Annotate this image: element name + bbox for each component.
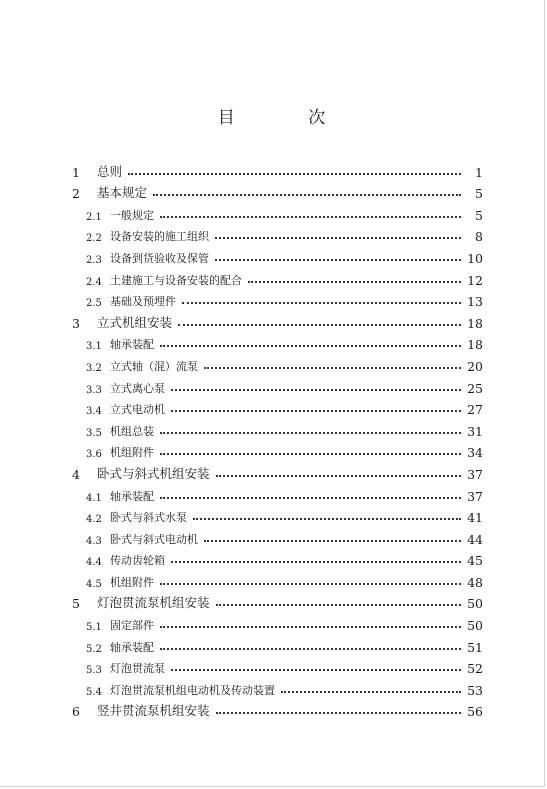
toc-entry-label: 传动齿轮箱 (110, 554, 165, 568)
toc-entry-label: 固定部件 (110, 619, 154, 633)
dot-leader (215, 237, 461, 239)
toc-entry-page-number: 48 (467, 574, 483, 590)
toc-section-entry[interactable] (72, 568, 483, 590)
dot-leader (160, 432, 461, 434)
dot-leader (160, 497, 461, 499)
dot-leader (171, 561, 461, 563)
toc-section-entry[interactable] (72, 547, 483, 569)
dot-leader (153, 194, 461, 196)
toc-section-entry[interactable] (72, 374, 483, 396)
dot-leader (281, 691, 461, 693)
toc-section-entry[interactable] (72, 655, 483, 677)
toc-section-entry[interactable] (72, 611, 483, 633)
dot-leader (160, 626, 461, 628)
toc-entry-number: 5.3 (86, 665, 102, 677)
toc-entry-page-number: 12 (467, 272, 483, 288)
toc-section-entry[interactable] (72, 525, 483, 547)
toc-chapter-entry[interactable] (72, 158, 483, 180)
toc-section-entry[interactable] (72, 417, 483, 439)
toc-entry-label: 设备到货验收及保管 (110, 251, 209, 265)
toc-section-entry[interactable] (72, 266, 483, 288)
toc-entry-number: 2.3 (86, 254, 102, 266)
toc-entry-page-number: 50 (467, 618, 483, 634)
toc-entry-page-number: 41 (467, 510, 483, 526)
toc-entry-page-number: 50 (467, 596, 483, 612)
dot-leader (248, 281, 461, 283)
toc-title: 目 次 (217, 108, 360, 128)
toc-entry-number: 4 (72, 466, 80, 482)
toc-entry-number: 2.2 (86, 233, 102, 245)
toc-entry-label: 设备安装的施工组织 (110, 230, 209, 244)
toc-section-entry[interactable] (72, 352, 483, 374)
dot-leader (216, 712, 461, 714)
toc-section-entry[interactable] (72, 504, 483, 526)
toc-entry-page-number: 20 (467, 358, 483, 374)
toc-entry-page-number: 8 (475, 229, 483, 245)
toc-entry-number: 4.2 (86, 514, 102, 526)
toc-section-entry[interactable] (72, 331, 483, 353)
toc-entry-number: 5.2 (86, 643, 102, 655)
toc-entry-number: 4.1 (86, 492, 102, 504)
toc-entry-label: 灯泡贯流泵 (110, 662, 165, 676)
toc-entry-page-number: 13 (467, 294, 483, 310)
toc-entry-number: 2.1 (86, 211, 102, 223)
toc-entry-page-number: 5 (475, 207, 483, 223)
toc-entry-number: 5 (72, 596, 80, 612)
dot-leader (216, 475, 461, 477)
toc-section-entry[interactable] (72, 201, 483, 223)
toc-entry-number: 5.1 (86, 622, 102, 634)
toc-entry-label: 基本规定 (97, 185, 148, 201)
toc-entry-page-number: 45 (467, 553, 483, 569)
dot-leader (160, 648, 461, 650)
dot-leader (182, 302, 461, 304)
toc-entry-label: 灯泡贯流泵机组电动机及传动装置 (110, 683, 275, 697)
toc-section-entry[interactable] (72, 633, 483, 655)
toc-entry-page-number: 34 (467, 445, 483, 461)
toc-chapter-entry[interactable] (72, 590, 483, 612)
toc-entry-page-number: 18 (467, 315, 483, 331)
toc-entry-label: 卧式与斜式水泵 (110, 511, 187, 525)
toc-entry-page-number: 37 (467, 488, 483, 504)
toc-entry-page-number: 53 (467, 682, 483, 698)
dot-leader (160, 216, 461, 218)
toc-entry-number: 6 (72, 704, 80, 720)
toc-entry-number: 3.4 (86, 406, 102, 418)
toc-entry-page-number: 27 (467, 402, 483, 418)
dot-leader (215, 259, 461, 261)
toc-entry-label: 总则 (97, 163, 123, 179)
toc-entry-number: 3.3 (86, 384, 102, 396)
toc-entry-label: 机组附件 (110, 446, 154, 460)
toc-entry-number: 2 (72, 186, 80, 202)
toc-entry-label: 基础及预埋件 (110, 295, 176, 309)
toc-entry-label: 轴承装配 (110, 489, 154, 503)
toc-entry-number: 3.1 (86, 341, 102, 353)
toc-entry-page-number: 31 (467, 423, 483, 439)
toc-section-entry[interactable] (72, 482, 483, 504)
toc-entry-number: 4.5 (86, 578, 102, 590)
dot-leader (171, 669, 461, 671)
toc-entry-label: 机组附件 (110, 575, 154, 589)
toc-entry-number: 3.5 (86, 427, 102, 439)
dot-leader (178, 324, 461, 326)
toc-entry-page-number: 51 (467, 639, 483, 655)
toc-entry-page-number: 44 (467, 531, 483, 547)
toc-entry-number: 4.4 (86, 557, 102, 569)
toc-chapter-entry[interactable] (72, 180, 483, 202)
dot-leader (204, 367, 461, 369)
toc-entry-label: 立式电动机 (110, 403, 165, 417)
toc-entry-number: 1 (72, 164, 80, 180)
toc-entry-label: 一般规定 (110, 208, 154, 222)
toc-section-entry[interactable] (72, 439, 483, 461)
toc-entry-label: 灯泡贯流泵机组安装 (97, 595, 210, 611)
toc-entry-page-number: 18 (467, 337, 483, 353)
dot-leader (128, 173, 461, 175)
dot-leader (193, 518, 461, 520)
toc-entry-number: 3 (72, 315, 80, 331)
dot-leader (160, 345, 461, 347)
toc-entry-label: 立式离心泵 (110, 381, 165, 395)
toc-entry-label: 竖井贯流泵机组安装 (97, 703, 210, 719)
toc-entry-page-number: 52 (467, 661, 483, 677)
toc-entry-label: 立式轴（混）流泵 (110, 359, 198, 373)
toc-entry-label: 轴承装配 (110, 640, 154, 654)
toc-entry-page-number: 37 (467, 466, 483, 482)
toc-entry-label: 机组总装 (110, 424, 154, 438)
toc-entry-number: 2.4 (86, 276, 102, 288)
toc-section-entry[interactable] (72, 288, 483, 310)
toc-entry-number: 3.2 (86, 362, 102, 374)
table-of-contents (72, 158, 483, 719)
toc-entry-page-number: 5 (475, 186, 483, 202)
toc-entry-label: 土建施工与设备安装的配合 (110, 273, 242, 287)
toc-entry-page-number: 10 (467, 250, 483, 266)
dot-leader (160, 453, 461, 455)
toc-section-entry[interactable] (72, 223, 483, 245)
toc-section-entry[interactable] (72, 244, 483, 266)
toc-section-entry[interactable] (72, 676, 483, 698)
dot-leader (171, 389, 461, 391)
toc-entry-label: 卧式与斜式电动机 (110, 532, 198, 546)
dot-leader (171, 410, 461, 412)
dot-leader (204, 540, 461, 542)
toc-entry-page-number: 1 (475, 164, 483, 180)
toc-chapter-entry[interactable] (72, 698, 483, 720)
toc-chapter-entry[interactable] (72, 309, 483, 331)
toc-entry-number: 4.3 (86, 535, 102, 547)
dot-leader (160, 583, 461, 585)
toc-entry-label: 轴承装配 (110, 338, 154, 352)
toc-entry-page-number: 25 (467, 380, 483, 396)
toc-chapter-entry[interactable] (72, 460, 483, 482)
toc-entry-number: 3.6 (86, 449, 102, 461)
toc-entry-label: 立式机组安装 (97, 314, 173, 330)
toc-entry-number: 2.5 (86, 298, 102, 310)
dot-leader (216, 604, 461, 606)
toc-entry-number: 5.4 (86, 686, 102, 698)
toc-entry-label: 卧式与斜式机组安装 (97, 465, 210, 481)
toc-entry-page-number: 56 (467, 704, 483, 720)
toc-section-entry[interactable] (72, 396, 483, 418)
